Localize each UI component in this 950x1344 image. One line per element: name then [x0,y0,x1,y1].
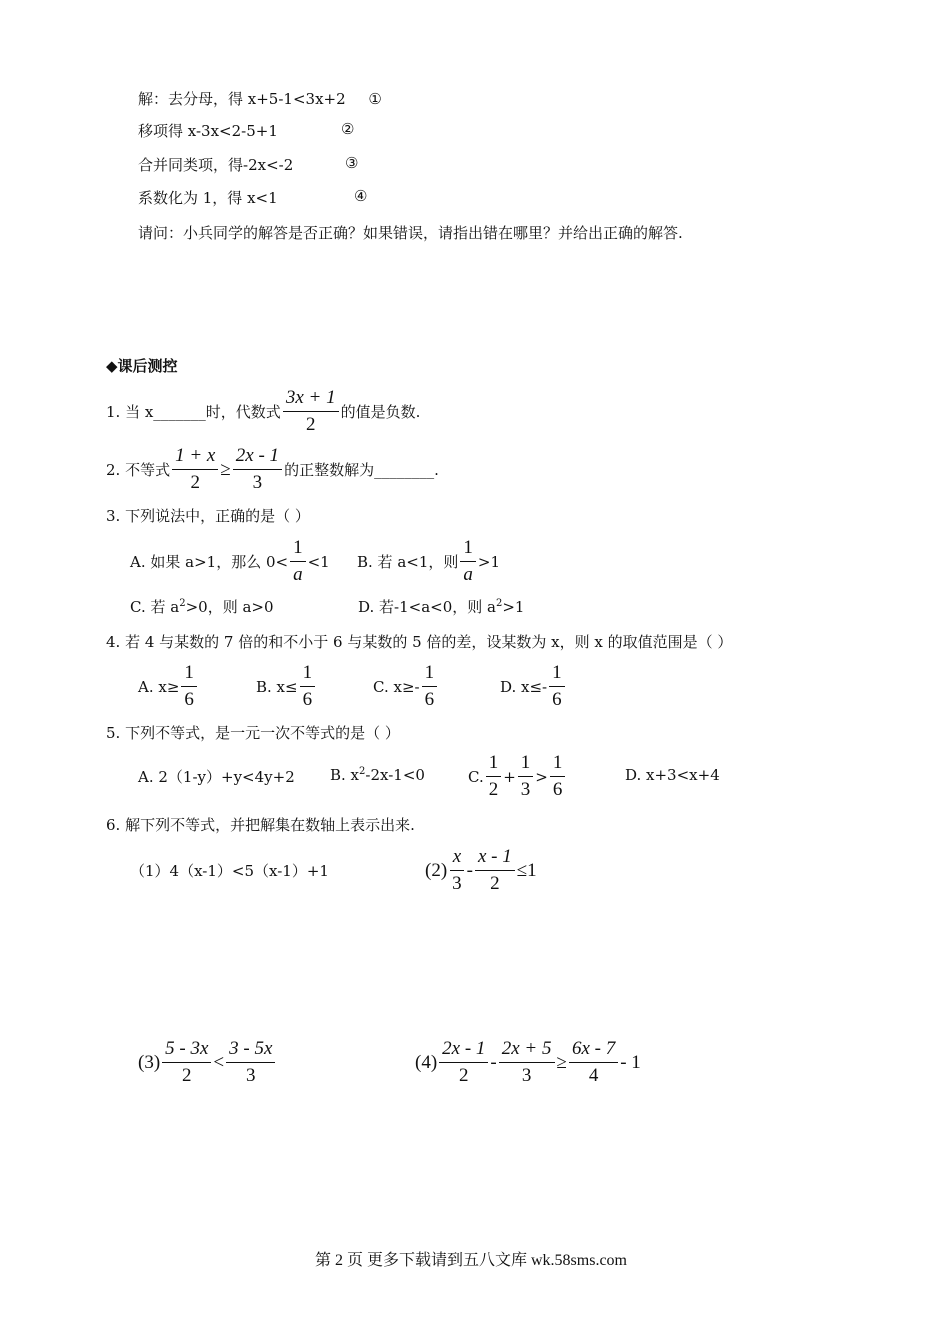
solution-step-4: 系数化为 1，得 x<1 [138,189,278,207]
q4-option-d: D. x≤- $\frac{1}{6}$ [500,662,567,712]
q4-option-a: A. x≥ $\frac{1}{6}$ [138,662,199,712]
q3-option-d: D. 若-1<a<0，则 $a^2>1$ [358,598,525,616]
solution-step-3: 合并同类项，得-2x<-2 [138,156,294,174]
q3-option-b: B. 若 a<1，则 $\frac{1}{a}$ >1 [357,537,501,586]
page-footer: 第 2 页 更多下载请到五八文库 wk.58sms.com [315,1252,628,1269]
q6-part-2: (2) $\frac{x}{3}$ - $\frac{x - 1}{2}$ ≤1 [425,846,537,895]
solution-question: 请问：小兵同学的解答是否正确？如果错误，请指出错在哪里？并给出正确的解答. [138,224,683,242]
question-1: 1. 当 x_______时，代数式 $\frac{3x + 1}{2}$ 的值是负数. [106,387,421,436]
q5-option-c: C. $\frac{1}{2}$ + $\frac{1}{3}$ > $\frac{1}{6}$ [468,752,567,802]
question-3-stem: 3. 下列说法中，正确的是（ ） [106,507,310,525]
q4-option-c: C. x≥- $\frac{1}{6}$ [373,662,439,712]
q5-option-a: A. 2（1-y）+y<4y+2 [138,768,295,786]
q6-part-1: （1）4（x-1）<5（x-1）+1 [130,862,329,880]
question-2: 2. 不等式 $\frac{1 + x}{2}$ ≥ $\frac{2x - 1}{3}$ 的正整数解为________. [106,445,439,494]
question-4-stem: 4. 若 4 与某数的 7 倍的和不小于 6 与某数的 5 倍的差，设某数为 x，则 x 的取值范围是（ ） [106,633,733,651]
q2-fraction-right: $\frac{2x - 1}{3}$ [233,445,282,495]
step-3-mark: ③ [345,154,359,172]
q3-option-c: C. 若 $a^2>0$，则 a>0 [130,598,274,616]
step-2-mark: ② [341,120,355,138]
q1-fraction: $\frac{3x + 1}{2}$ [283,387,339,437]
solution-step-1: 解：去分母，得 x+5-1<3x+2 ① [138,90,382,108]
q5-option-d: D. x+3<x+4 [625,766,720,784]
question-6-stem: 6. 解下列不等式，并把解集在数轴上表示出来. [106,816,415,834]
q5-option-b: B. $x^2-2x-1<0$ [330,766,425,784]
q2-fraction-left: $\frac{1 + x}{2}$ [172,445,218,495]
q4-option-b: B. x≤ $\frac{1}{6}$ [256,662,317,712]
section-title: ◆课后测控 [106,357,178,375]
q3-option-a: A. 如果 a>1，那么 0< $\frac{1}{a}$ <1 [130,537,330,586]
solution-step-2: 移项得 x-3x<2-5+1 [138,122,278,140]
q6-part-4: (4) $\frac{2x - 1}{2}$ - $\frac{2x + 5}{3}$ ≥ $\frac{6x - 7}{4}$ - 1 [415,1038,641,1087]
step-4-mark: ④ [354,187,368,205]
question-5-stem: 5. 下列不等式，是一元一次不等式的是（ ） [106,724,400,742]
q6-part-3: (3) $\frac{5 - 3x}{2}$ < $\frac{3 - 5x}{3}$ [138,1038,277,1088]
